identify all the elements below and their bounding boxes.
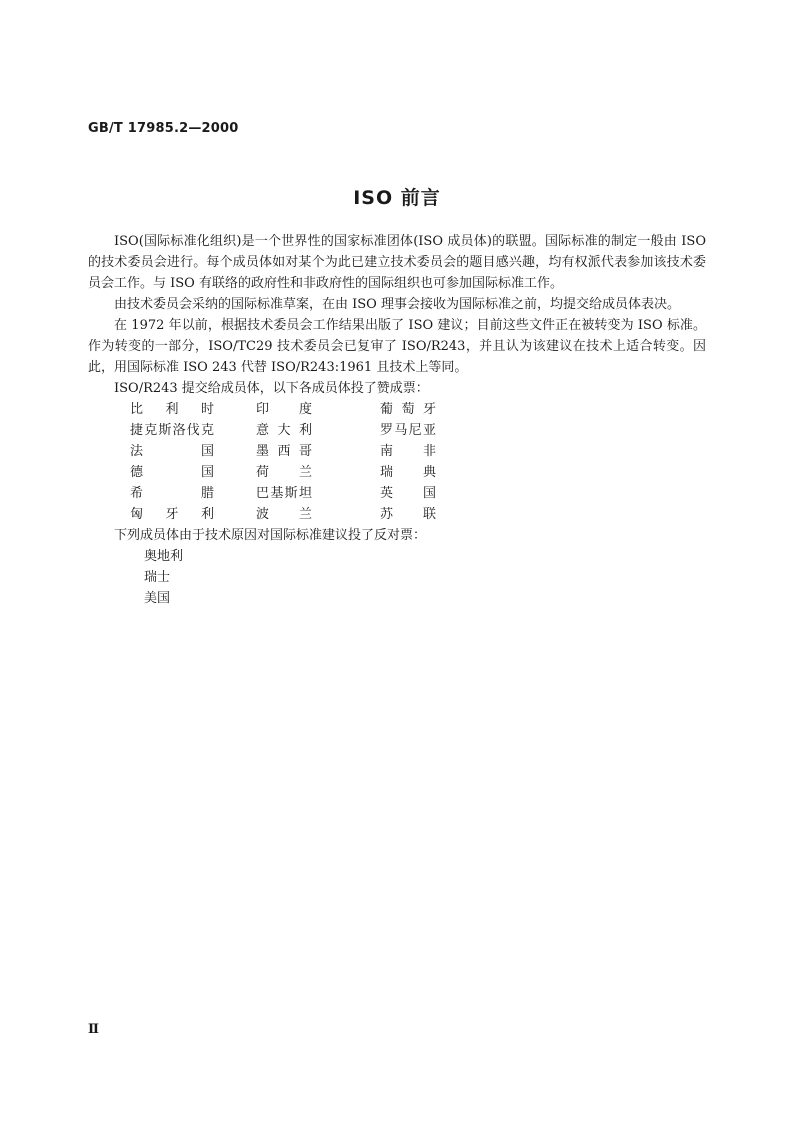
member-country: 葡萄牙 (380, 402, 436, 417)
member-country: 印度 (256, 402, 312, 417)
member-country: 荷兰 (256, 465, 312, 480)
member-country: 意大利 (256, 423, 312, 438)
member-country: 南非 (380, 444, 436, 459)
member-country: 英国 (380, 486, 436, 501)
document-code: GB/T 17985.2—2000 (88, 121, 239, 136)
table-row (130, 441, 436, 462)
paragraph-conversion: 在 1972 年以前，根据技术委员会工作结果出版了 ISO 建议；目前这些文件正在被转变为 ISO 标准。作为转变的一部分，ISO/TC29 技术委员会已复审了 ISO/R243，并且认为该建议在技术上适合转变。因此，用国际标准 ISO 243 代替 ISO/R243:1961 且技术上等同。 (88, 318, 706, 375)
member-country: 捷克斯洛伐克 (130, 423, 214, 438)
against-members-list (144, 546, 706, 609)
paragraph-iso-intro: ISO(国际标准化组织)是一个世界性的国家标准团体(ISO 成员体)的联盟。国际标准的制定一般由 ISO 的技术委员会进行。每个成员体如对某个为此已建立技术委员会的题目感兴趣，均有权派代表参加该技术委员会工作。与 ISO 有联络的政府性和非政府性的国际组织也可参加国际标准工作。 (88, 234, 706, 291)
member-country: 瑞典 (380, 465, 436, 480)
table-row (130, 399, 436, 420)
member-country: 波兰 (256, 507, 312, 522)
table-row (130, 483, 436, 504)
member-country: 匈牙利 (130, 507, 214, 522)
approving-members-table (130, 399, 436, 525)
page-number: Ⅱ (88, 1022, 99, 1037)
paragraph-against-intro: 下列成员体由于技术原因对国际标准建议投了反对票： (114, 528, 427, 543)
list-item: 美国 (144, 591, 171, 606)
member-country: 比利时 (130, 402, 214, 417)
paragraph-approval-intro: ISO/R243 提交给成员体，以下各成员体投了赞成票： (114, 381, 429, 396)
list-item: 奥地利 (144, 549, 184, 564)
paragraph-draft-voting: 由技术委员会采纳的国际标准草案，在由 ISO 理事会接收为国际标准之前，均提交给成员体表决。 (114, 297, 680, 312)
table-row (130, 462, 436, 483)
member-country: 苏联 (380, 507, 436, 522)
member-country: 墨西哥 (256, 444, 312, 459)
table-row (130, 504, 436, 525)
member-country: 巴基斯坦 (256, 486, 312, 501)
page-title: ISO 前言 (353, 187, 441, 209)
table-row (130, 420, 436, 441)
member-country: 德国 (130, 465, 214, 480)
foreword-body (88, 231, 706, 609)
member-country: 法国 (130, 444, 214, 459)
member-country: 罗马尼亚 (380, 423, 436, 438)
member-country: 希腊 (130, 486, 214, 501)
list-item: 瑞士 (144, 570, 171, 585)
